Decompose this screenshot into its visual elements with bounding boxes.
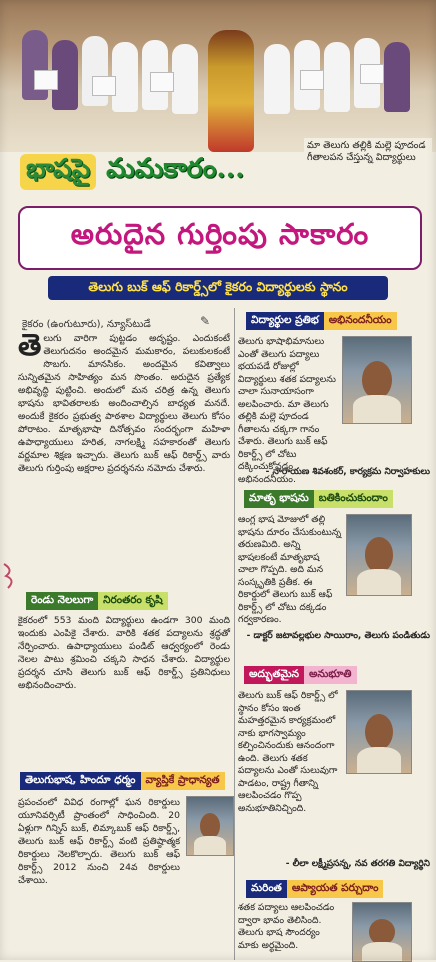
section-heading-part-a: మాతృ భాషను — [244, 490, 314, 508]
headline-primary — [20, 152, 320, 192]
center-student-figure — [208, 30, 254, 152]
section-heading-part-b: అనుభూతి — [304, 666, 357, 684]
letter-card — [360, 64, 384, 84]
section-heading-part-a: విద్యార్థుల ప్రతిభ — [246, 312, 324, 330]
article-left-column-3 — [18, 796, 180, 890]
body-shape — [362, 942, 403, 961]
photo-caption: మా తెలుగు తల్లికి మల్లె పూదండ గీతాలపన చేస్తున్న విద్యార్థులు — [304, 138, 432, 166]
face-shape — [365, 537, 393, 572]
subheadline — [48, 276, 388, 300]
portrait-photo — [186, 796, 234, 856]
drop-cap: తె — [18, 328, 42, 363]
body-shape — [357, 569, 402, 595]
body-shape — [194, 836, 226, 855]
article-right-text — [238, 902, 342, 958]
paragraph-text: శతక పద్యాలు ఆలపించడం ద్వారా భావం తెలిసింది. తెలుగు భాష సౌందర్యం మాకు అర్థమైంది. — [238, 902, 335, 951]
portrait-photo — [352, 902, 412, 962]
headline-part-b: మమకారం... — [106, 153, 245, 184]
fold-mark-icon — [2, 560, 22, 590]
portrait-photo — [346, 690, 412, 774]
paragraph — [18, 328, 230, 475]
face-shape — [365, 714, 393, 750]
headline-part-a: భాషపై — [20, 154, 96, 190]
face-shape — [362, 361, 392, 399]
section-heading-part-a: మరింత — [246, 880, 287, 898]
section-heading-part-b: నిరంతరం కృషి — [98, 592, 167, 610]
letter-card — [300, 70, 324, 90]
student-figure — [264, 44, 290, 114]
section-heading — [246, 312, 397, 330]
paragraph-text: తెలుగు భాషాభిమానులు ఎంతో తెలుగు పద్యాలు భయపడే రోజుల్లో విద్యార్థులు శతక పద్యాలను చాలా సునాయాసంగా అలపించారు. మా తెలుగు తల్లికి మల్లె పూదండ గీతాలను చక్కగా గానం చేశారు. తెలుగు బుక్ ఆఫ్ రికార్డ్స్ లో చోటు దక్కించుకోవడం అభినందనీయం. — [238, 336, 336, 485]
portrait-photo — [342, 336, 412, 424]
article-right-text — [238, 690, 342, 815]
student-figure — [384, 42, 410, 112]
pen-icon: ✎ — [200, 314, 211, 328]
face-shape — [369, 919, 395, 945]
portrait-photo — [346, 514, 412, 596]
section-heading-part-a: తెలుగుభాష, హిందూ ధర్మం — [20, 772, 141, 790]
section-heading — [244, 490, 393, 508]
letter-card — [150, 72, 174, 92]
letter-card — [92, 76, 116, 96]
student-figure — [172, 44, 198, 114]
paragraph-text: లుగు వారిగా పుట్టడం అదృష్టం. ఎందుకంటే తెలుగుదనం అందమైన మమకారం, పలుకులకంటే సొబగు. మానసికం. అందమైన కవిత్వాలు సున్నితమైన సాహిత్యం మన సొంతం. అరుదైన ప్రత్యేక అభివృద్ధి పుట్టించి. అందులో మన చరిత్ర ఉన్న తెలుగు భాషను భావితరాలకు అందించాల్సిన బాధ్యత మనదే. అందుకే కైకరం ప్రభుత్వ పాఠశాల విద్యార్థులు తెలుగు కోసం పోరాటం. మాతృభాషా దినోత్సవం సందర్భంగా మహిళా ఉపాధ్యాయులు హరిత, నాగలక్ష్మి సహకారంతో తెలుగు వర్ణమాల శిక్షణ ఇచ్చారు. తెలుగు బుక్ ఆఫ్ రికార్డ్స్ వారు తెలుగు గుర్తింపు అక్షరాల ప్రదర్శనను నమోదు చేశారు. — [18, 333, 230, 474]
quote-credit: - డాక్టర్ జటావల్లభుల సాయిరాం, తెలుగు పండితుడు — [246, 631, 430, 641]
paragraph-text: కైకరంలో 553 మంది విద్యార్థులు ఉండగా 300 మంది ఇందుకు ఎంపికై చేశారు. వారికి శతక పద్యాలను శ్రద్ధతో నేర్పించారు. ఉపాధ్యాయులు పండిట్ ఆధ్వర్యంలో రెండు నెలల పాటు శ్రమించి చక్కని సాధన చేశారు. విద్యార్థుల ప్రదర్శన చూసి తెలుగు బుక్ ఆఫ్ రికార్డ్స్ ప్రతినిధులు అభినందించారు. — [18, 615, 230, 691]
letter-card — [34, 70, 58, 90]
body-shape — [357, 747, 402, 773]
section-heading-part-b: వ్యాప్తికే ప్రాధాన్యత — [141, 772, 225, 790]
subheadline-text: తెలుగు బుక్ ఆఫ్ రికార్డ్స్‌లో కైకరం విద్యార్థులకు స్థానం — [88, 278, 348, 294]
article-left-column-2 — [18, 614, 230, 695]
column-divider — [234, 308, 235, 960]
section-heading — [246, 880, 383, 898]
paragraph-text: ప్రపంచంలో వివిధ రంగాల్లో ఘన రికార్డులు యూనివర్సిటీ ప్రాంతంలో సాధించింది. 20 ఏళ్లుగా గిన్నిస్ బుక్, లిమ్కాబుక్ ఆఫ్ రికార్డ్స్, తెలుగు బుక్ ఆఫ్ రికార్డ్స్ వంటి ప్రతిష్ఠాత్మక రికార్డులు నెలకొల్పారు. తెలుగు బుక్ ఆఫ్ రికార్డ్స్ 2012 నుంచి 24వ రికార్డులు చేశాయి. — [18, 797, 180, 886]
body-shape — [353, 395, 401, 423]
section-heading-part-a: అద్భుతమైన — [244, 666, 304, 684]
paragraph-text: ఆంగ్ల భాష మోజులో తల్లి భాషను దూరం చేసుకుంటున్న తరుణమిది. అన్ని భాషలకంటే మాతృభాష చాలా గొప్పది. అది మన సంస్కృతికి ప్రతీక. ఈ రికార్డులో తెలుగు బుక్ ఆఫ్ రికార్డ్స్ లో చోటు దక్కడం గర్వకారణం. — [238, 514, 342, 625]
article-right-text — [238, 336, 338, 486]
section-heading-part-b: అభినందనీయం — [324, 312, 397, 330]
quote-credit: - నారాయణ శివశంకర్, కార్యక్రమ నిర్వాహకులు — [265, 467, 430, 477]
section-heading-part-b: ఆప్యాయత పర్చుదాం — [287, 880, 384, 898]
dateline: కైకరం (ఉంగుటూరు), న్యూస్‌టుడే — [22, 319, 151, 330]
section-heading-part-a: రెండు నెలలుగా — [26, 592, 98, 610]
section-heading-part-b: బతికించుకుందాం — [314, 490, 393, 508]
section-heading — [26, 592, 168, 610]
article-right-text — [238, 514, 342, 627]
headline-main — [18, 206, 422, 270]
article-left-column — [18, 328, 230, 478]
quote-credit: - లీలా లక్ష్మీప్రసన్న, నవ తరగతి విద్యార్థిని — [285, 859, 430, 869]
section-heading — [244, 666, 357, 684]
paragraph-text: తెలుగు బుక్ ఆఫ్ రికార్డ్స్ లో స్థానం కోసం ఇంత మహత్తరమైన కార్యక్రమంలో నాకు భాగస్వామ్యం కల్పించినందుకు ఆనందంగా ఉంది. తెలుగు శతక పద్యాలను ఎంతో సులువుగా పాడటం, రాష్ట్ర గీతాన్ని ఆలపించడం గొప్ప అనుభూతినిచ్చింది. — [238, 690, 338, 814]
student-figure — [324, 42, 350, 112]
news-photo — [0, 0, 436, 152]
face-shape — [200, 813, 220, 839]
section-heading — [20, 772, 225, 790]
headline-main-text: అరుదైన గుర్తింపు సాకారం — [70, 217, 370, 251]
